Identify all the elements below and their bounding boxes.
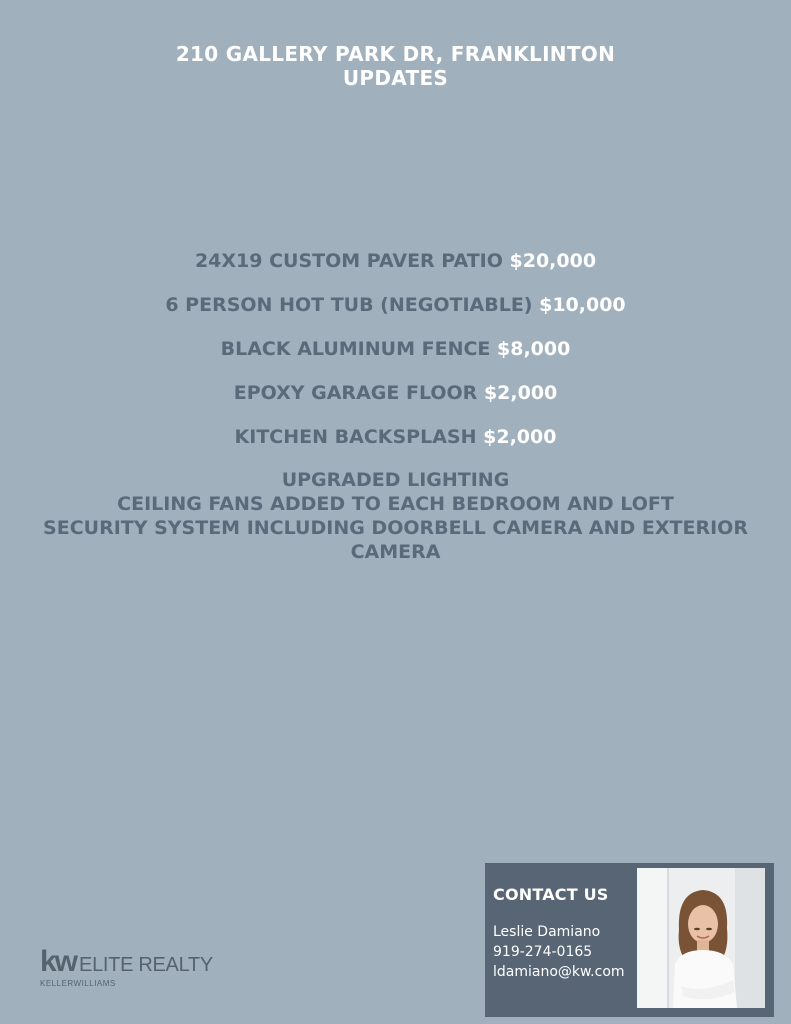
update-item — [20, 248, 771, 274]
contact-panel — [485, 863, 774, 1017]
update-item — [20, 424, 771, 450]
update-label: EPOXY GARAGE FLOOR — [233, 382, 478, 404]
update-label: KITCHEN BACKSPLASH — [234, 426, 477, 448]
updates-subtitle: UPDATES — [342, 66, 449, 90]
update-label: 24X19 CUSTOM PAVER PATIO — [194, 250, 503, 272]
extra-item: SECURITY SYSTEM INCLUDING DOORBELL CAMERA AND EXTERIOR — [43, 517, 748, 539]
agent-portrait-icon — [637, 868, 765, 1008]
update-price: $10,000 — [539, 294, 626, 316]
logo-kw-mark: kw — [40, 945, 77, 978]
update-label: BLACK ALUMINUM FENCE — [220, 338, 491, 360]
contact-heading: CONTACT US — [493, 885, 609, 904]
updates-list — [20, 248, 771, 564]
update-price: $2,000 — [483, 382, 558, 404]
update-price: $8,000 — [497, 338, 571, 360]
update-price: $20,000 — [509, 250, 597, 272]
update-item — [20, 292, 771, 318]
kw-elite-realty-logo — [40, 945, 213, 988]
update-label: 6 PERSON HOT TUB (NEGOTIABLE) — [165, 294, 533, 316]
extra-item: CAMERA — [350, 541, 441, 563]
extra-item: CEILING FANS ADDED TO EACH BEDROOM AND LOFT — [117, 493, 674, 515]
logo-name: ELITE REALTY — [79, 954, 213, 976]
update-item — [20, 336, 771, 362]
contact-info — [493, 922, 625, 982]
extra-item: UPGRADED LIGHTING — [281, 469, 510, 491]
agent-photo — [637, 868, 765, 1008]
page-title — [0, 42, 791, 90]
update-item — [20, 380, 771, 406]
agent-name: Leslie Damiano — [493, 924, 601, 940]
extra-updates — [20, 468, 771, 564]
agent-phone: 919-274-0165 — [493, 944, 593, 960]
logo-subtext: KELLERWILLIAMS — [40, 979, 116, 988]
address-title: 210 GALLERY PARK DR, FRANKLINTON — [175, 42, 616, 66]
agent-email: ldamiano@kw.com — [493, 964, 625, 980]
update-price: $2,000 — [483, 426, 557, 448]
